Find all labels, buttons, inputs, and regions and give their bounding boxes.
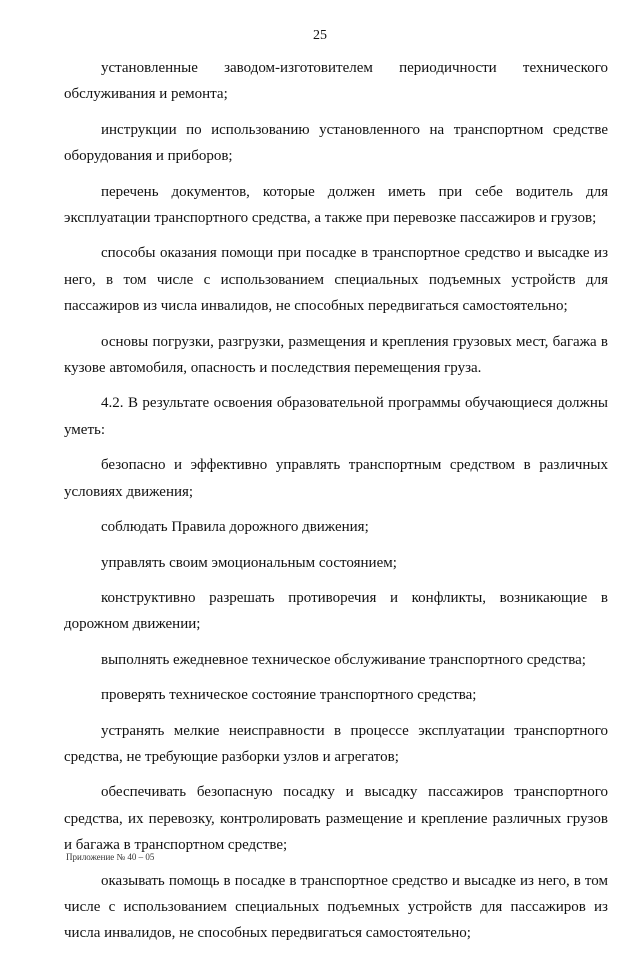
page-number: 25	[313, 28, 327, 43]
paragraph: установленные заводом-изготовителем периодичности технического обслуживания и ремонта;	[64, 60, 608, 103]
paragraph: конструктивно разрешать противоречия и конфликты, возникающие в дорожном движении;	[64, 589, 608, 633]
paragraph: инструкции по использованию установленного на транспортном средстве оборудования и приборов;	[64, 121, 608, 165]
paragraph: перечень документов, которые должен иметь при себе водитель для эксплуатации транспортного средства, а также при перевозке пассажиров и грузов;	[64, 183, 608, 227]
section-heading-paragraph: 4.2. В результате освоения образовательной программы обучающиеся должны уметь:	[64, 395, 608, 438]
paragraph: способы оказания помощи при посадке в транспортное средство и высадке из него, в том числе с использованием специальных подъемных устройств для пассажиров из числа инвалидов, не способных передвигаться самостоятельно;	[64, 245, 608, 315]
paragraph: проверять техническое состояние транспортного средства;	[101, 687, 477, 704]
paragraph: выполнять ежедневное техническое обслуживание транспортного средства;	[101, 651, 586, 668]
paragraph: обеспечивать безопасную посадку и высадку пассажиров транспортного средства, их перевозку, контролировать размещение и крепление различных грузов и багажа в транспортном средстве;	[64, 784, 608, 854]
paragraph: оказывать помощь в посадке в транспортное средство и высадке из него, в том числе с использованием специальных подъемных устройств для пассажиров из числа инвалидов, не способных передвигаться самостоятельно;	[64, 872, 608, 942]
footer-note: Приложение № 40 – 05	[66, 852, 155, 862]
paragraph: основы погрузки, разгрузки, размещения и крепления грузовых мест, багажа в кузове автомобиля, опасность и последствия перемещения груза.	[64, 333, 608, 377]
paragraph: соблюдать Правила дорожного движения;	[101, 519, 369, 536]
paragraph: безопасно и эффективно управлять транспортным средством в различных условиях движения;	[64, 457, 608, 500]
paragraph: устранять мелкие неисправности в процессе эксплуатации транспортного средства, не требующие разборки узлов и агрегатов;	[64, 722, 608, 765]
paragraph: управлять своим эмоциональным состоянием;	[101, 554, 397, 571]
document-body	[64, 55, 608, 956]
